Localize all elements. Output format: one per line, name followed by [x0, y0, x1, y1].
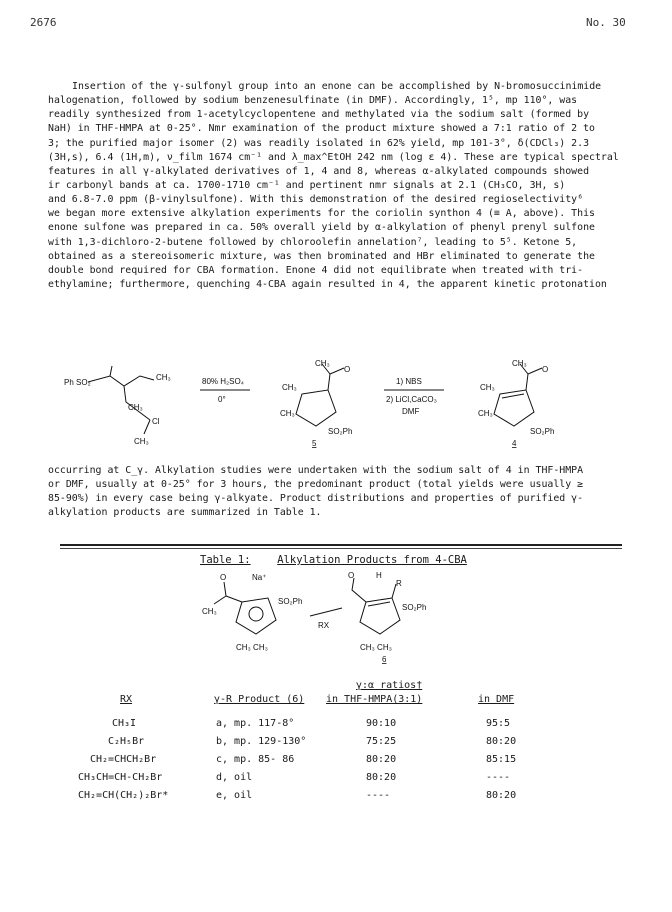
reaction-scheme: [60, 360, 620, 460]
text-line: ir carbonyl bands at ca. 1700-1710 cm⁻¹ and pertinent nmr signals at 2.1 (CH₃CO, 3H, s): [48, 179, 566, 191]
table-caption: [200, 554, 467, 566]
text-line: NaH) in THF-HMPA at 0-25°. Nmr examination of the product mixture showed a 7:1 ratio of 2 to: [48, 123, 595, 135]
compound-number-4: 4: [512, 439, 517, 448]
reagent-temp: 0°: [218, 395, 226, 404]
label-na: Na⁺: [252, 573, 267, 582]
label-so2ph: SO₂Ph: [402, 603, 427, 612]
table-top-rule: [60, 544, 622, 546]
label-rx: RX: [318, 621, 330, 630]
label-r: R: [396, 579, 402, 588]
cell-dmf: 80:20: [486, 790, 517, 801]
anion-structure: [214, 582, 276, 634]
reagent-nbs: 1) NBS: [396, 377, 422, 386]
text-line: (3H,s), 6.4 (1H,m), ν_film 1674 cm⁻¹ and λ_max^EtOH 242 nm (log ε 4). These are typical spectral: [48, 151, 619, 163]
cell-product: a, mp. 117-8°: [216, 718, 295, 729]
text-line: we began more extensive alkylation experiments for the coriolin synthon 4 (≡ A, above). This: [48, 208, 595, 220]
paragraph-2: [48, 464, 628, 521]
page-number: 2676: [30, 16, 57, 29]
column-header-rx: RX: [120, 694, 133, 705]
text-line: halogenation, followed by sodium benzenesulfinate (in DMF). Accordingly, 1⁵, mp 110°, was: [48, 95, 578, 107]
label-ch3: CH₃: [134, 437, 149, 446]
label-ch3: CH₃: [128, 403, 143, 412]
label-ch3: CH₃: [202, 607, 217, 616]
label-h: H: [376, 571, 382, 580]
text-line: obtained as a stereoisomeric mixture, was then brominated and HBr eliminated to generate the: [48, 250, 595, 262]
label-ch3: CH₃: [280, 409, 295, 418]
cell-rx: C₂H₅Br: [108, 736, 145, 747]
cell-dmf: ----: [486, 772, 511, 783]
compound-4-structure: [494, 364, 542, 426]
text-line: readily synthesized from 1-acetylcyclopentene and methylated via the sodium salt (formed by: [48, 109, 590, 121]
table-structure: [200, 568, 460, 668]
label-phso2: Ph SO₂: [64, 378, 91, 387]
label-o: O: [344, 365, 351, 374]
label-so2ph: SO₂Ph: [530, 427, 555, 436]
label-ch3: CH₃: [478, 409, 493, 418]
ratio-header: γ:α ratios†: [356, 680, 423, 691]
text-line: Insertion of the γ-sulfonyl group into an enone can be accomplished by N-bromosuccinimide: [72, 81, 602, 92]
cell-thf: ----: [366, 790, 391, 801]
label-o: O: [348, 571, 355, 580]
cell-thf: 75:25: [366, 736, 397, 747]
label-ch3ch3: CH₃ CH₃: [360, 643, 392, 652]
text-line: ethylamine; furthermore, quenching 4-CBA again resulted in 4, the apparent kinetic protonation: [48, 278, 607, 290]
table-caption-title: Alkylation Products from 4-CBA: [277, 554, 467, 566]
label-o: O: [542, 365, 549, 374]
label-ch3: CH₃: [480, 383, 495, 392]
cell-thf: 90:10: [366, 718, 397, 729]
cell-rx: CH₂=CHCH₂Br: [90, 754, 157, 765]
text-line: enone sulfone was prepared in ca. 50% overall yield by α-alkylation of phenyl prenyl sulfone: [48, 222, 595, 234]
text-line: occurring at C_γ. Alkylation studies were undertaken with the sodium salt of 4 in THF-HMPA: [48, 465, 584, 476]
label-o: O: [220, 573, 227, 582]
text-line: and 6.8-7.0 ppm (β-vinylsulfone). With this demonstration of the desired regioselectivity⁶: [48, 194, 584, 206]
cell-rx: CH₃I: [112, 718, 137, 729]
reagent-licl: 2) LiCl,CaCO₃: [386, 395, 437, 404]
cell-thf: 80:20: [366, 772, 397, 783]
paragraph-1: [48, 80, 628, 292]
text-line: double bond required for CBA formation. Enone 4 did not equilibrate when treated with tri-: [48, 264, 584, 276]
text-line: 85-90%) in every case being γ-alkyate. Product distributions and properties of purified γ-: [48, 493, 584, 505]
cell-rx: CH₃CH=CH-CH₂Br: [78, 772, 163, 783]
label-cl: Cl: [152, 417, 160, 426]
label-ch3: CH₃: [156, 373, 171, 382]
cell-product: d, oil: [216, 772, 253, 783]
label-ch3: CH₃: [282, 383, 297, 392]
label-ch3: CH₃: [512, 360, 527, 368]
column-header-product: γ-R Product (6): [214, 694, 305, 705]
compound-5-structure: [296, 364, 344, 426]
text-line: with 1,3-dichloro-2-butene followed by chloroolefin annelation⁷, leading to 5⁵. Ketone 5,: [48, 236, 578, 248]
cell-product: c, mp. 85- 86: [216, 754, 295, 765]
cell-product: e, oil: [216, 790, 253, 801]
cell-product: b, mp. 129-130°: [216, 736, 307, 747]
cell-dmf: 80:20: [486, 736, 517, 747]
reagent-h2so4: 80% H₂SO₄: [202, 377, 244, 386]
cell-rx: CH₂=CH(CH₂)₂Br*: [78, 790, 169, 801]
compound-number-6: 6: [382, 655, 387, 664]
reagent-dmf: DMF: [402, 407, 420, 416]
product-6-structure: [352, 578, 400, 634]
starting-material: [88, 366, 154, 434]
column-header-dmf: in DMF: [478, 694, 515, 705]
text-line: or DMF, usually at 0-25° for 3 hours, the predominant product (total yields were usually ≥: [48, 479, 584, 491]
table-caption-label: Table 1:: [200, 554, 251, 566]
text-line: features in all γ-alkylated derivatives of 1, 4 and 8, whereas α-alkylated compounds showed: [48, 165, 590, 177]
issue-number: No. 30: [586, 16, 626, 29]
compound-number-5: 5: [312, 439, 317, 448]
reaction-arrow: [310, 608, 342, 616]
column-header-thf: in THF-HMPA(3:1): [326, 694, 423, 705]
label-so2ph: SO₂Ph: [278, 597, 303, 606]
cell-thf: 80:20: [366, 754, 397, 765]
cell-dmf: 95:5: [486, 718, 511, 729]
label-so2ph: SO₂Ph: [328, 427, 353, 436]
label-ch3ch3: CH₃ CH₃: [236, 643, 268, 652]
label-ch3: CH₃: [315, 360, 330, 368]
cell-dmf: 85:15: [486, 754, 517, 765]
table-top-rule: [60, 548, 622, 549]
text-line: alkylation products are summarized in Table 1.: [48, 507, 322, 519]
text-line: 3; the purified major isomer (2) was readily isolated in 62% yield, mp 101-3°, δ(CDCl₃) 2.3: [48, 137, 590, 149]
